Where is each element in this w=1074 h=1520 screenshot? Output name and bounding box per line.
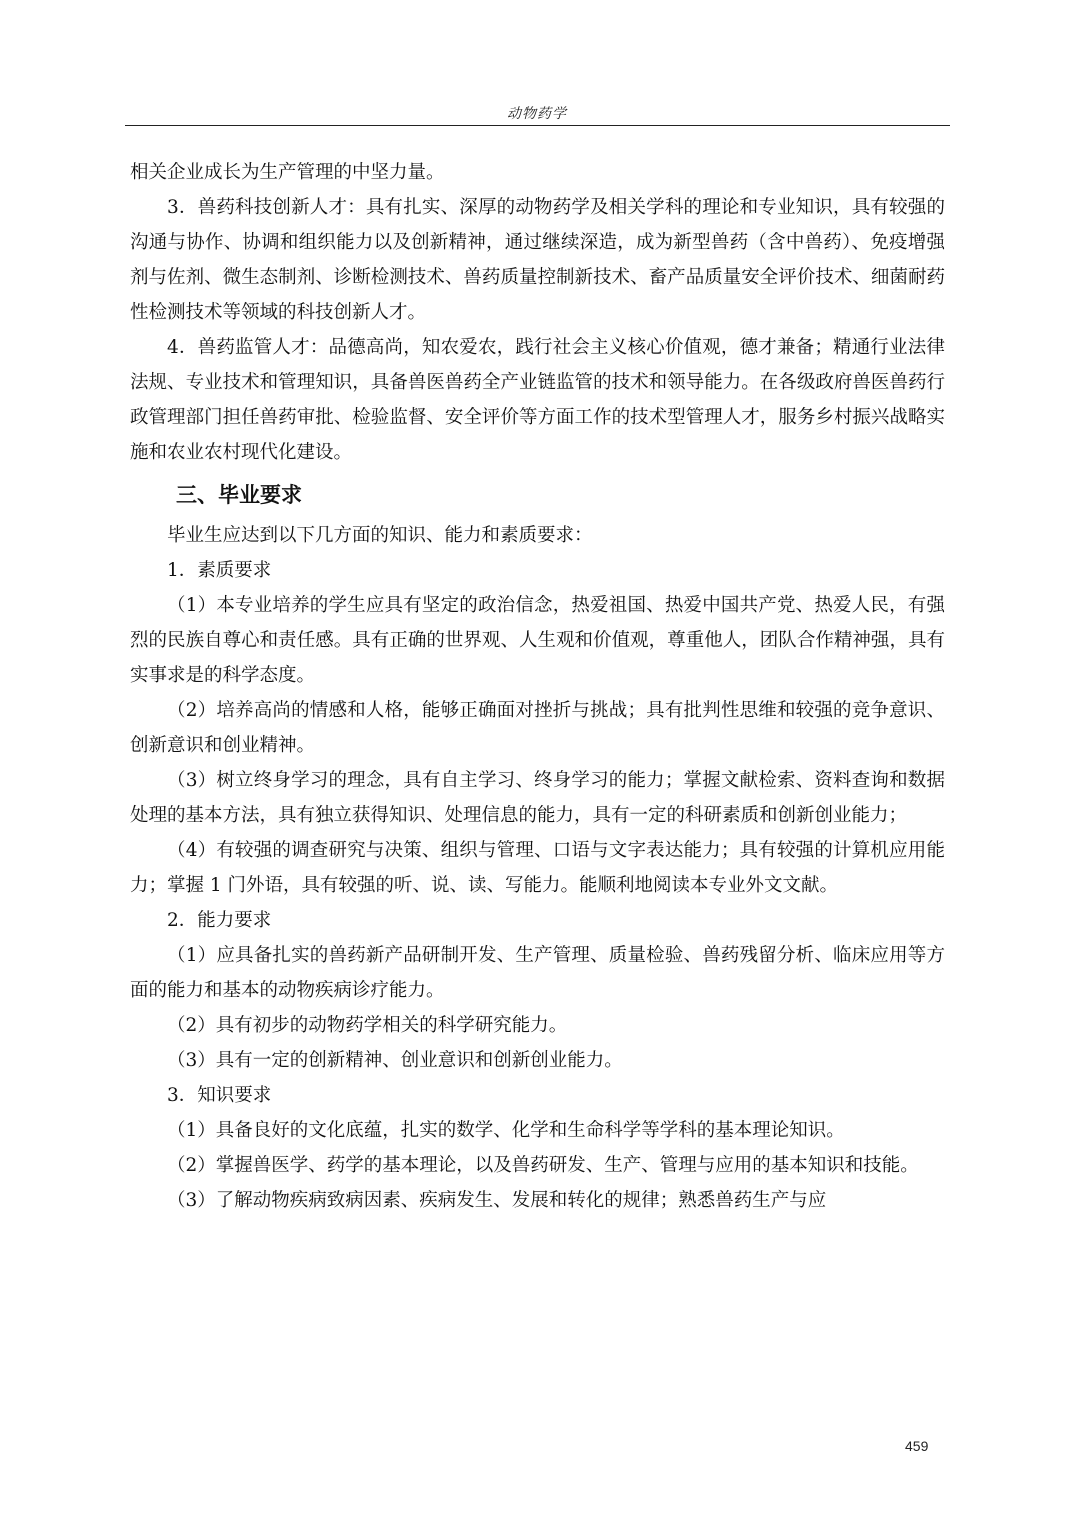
page-number: 459 <box>905 1438 929 1454</box>
paragraph-quality-1: （1）本专业培养的学生应具有坚定的政治信念，热爱祖国、热爱中国共产党、热爱人民，有强烈的民族自尊心和责任感。具有正确的世界观、人生观和价值观，尊重他人，团队合作精神强，具有实事求是的科学态度。 <box>130 595 945 686</box>
paragraph-ability-3: （3）具有一定的创新精神、创业意识和创新创业能力。 <box>167 1050 623 1071</box>
paragraph-knowledge-1: （1）具备良好的文化底蕴，扎实的数学、化学和生命科学等学科的基本理论知识。 <box>167 1120 845 1141</box>
paragraph-innovation-talent: 3．兽药科技创新人才：具有扎实、深厚的动物药学及相关学科的理论和专业知识，具有较强的沟通与协作、协调和组织能力以及创新精神，通过继续深造，成为新型兽药（含中兽药）、免疫增强剂与佐剂、微生态制剂、诊断检测技术、兽药质量控制新技术、畜产品质量安全评价技术、细菌耐药性检测技术等领域的科技创新人才。 <box>130 197 945 323</box>
page-body <box>130 155 945 1218</box>
paragraph-quality-2: （2）培养高尚的情感和人格，能够正确面对挫折与挑战；具有批判性思维和较强的竞争意识、创新意识和创业精神。 <box>130 700 945 756</box>
paragraph-knowledge-3: （3）了解动物疾病致病因素、疾病发生、发展和转化的规律；熟悉兽药生产与应 <box>167 1190 827 1211</box>
subheading-knowledge: 3．知识要求 <box>167 1085 272 1106</box>
paragraph-quality-4: （4）有较强的调查研究与决策、组织与管理、口语与文字表达能力；具有较强的计算机应用能力；掌握 1 门外语，具有较强的听、说、读、写能力。能顺利地阅读本专业外文文献。 <box>130 840 945 896</box>
paragraph-quality-3: （3）树立终身学习的理念，具有自主学习、终身学习的能力；掌握文献检索、资料查询和数据处理的基本方法，具有独立获得知识、处理信息的能力，具有一定的科研素质和创新创业能力； <box>130 770 945 826</box>
paragraph-knowledge-2: （2）掌握兽医学、药学的基本理论，以及兽药研发、生产、管理与应用的基本知识和技能。 <box>167 1155 919 1176</box>
running-header: 动物药学 <box>507 106 567 122</box>
section-heading: 三、毕业要求 <box>176 483 302 507</box>
paragraph-ability-1: （1）应具备扎实的兽药新产品研制开发、生产管理、质量检验、兽药残留分析、临床应用等方面的能力和基本的动物疾病诊疗能力。 <box>130 945 945 1001</box>
subheading-quality: 1．素质要求 <box>167 560 272 581</box>
paragraph-ability-2: （2）具有初步的动物药学相关的科学研究能力。 <box>167 1015 568 1036</box>
subheading-ability: 2．能力要求 <box>167 910 272 931</box>
paragraph-continuation: 相关企业成长为生产管理的中坚力量。 <box>130 162 445 183</box>
header-rule <box>125 125 950 126</box>
paragraph-intro: 毕业生应达到以下几方面的知识、能力和素质要求： <box>167 525 593 546</box>
paragraph-regulatory-talent: 4．兽药监管人才：品德高尚，知农爱农，践行社会主义核心价值观，德才兼备；精通行业法律法规、专业技术和管理知识，具备兽医兽药全产业链监管的技术和领导能力。在各级政府兽医兽药行政管理部门担任兽药审批、检验监督、安全评价等方面工作的技术型管理人才，服务乡村振兴战略实施和农业农村现代化建设。 <box>130 337 945 463</box>
